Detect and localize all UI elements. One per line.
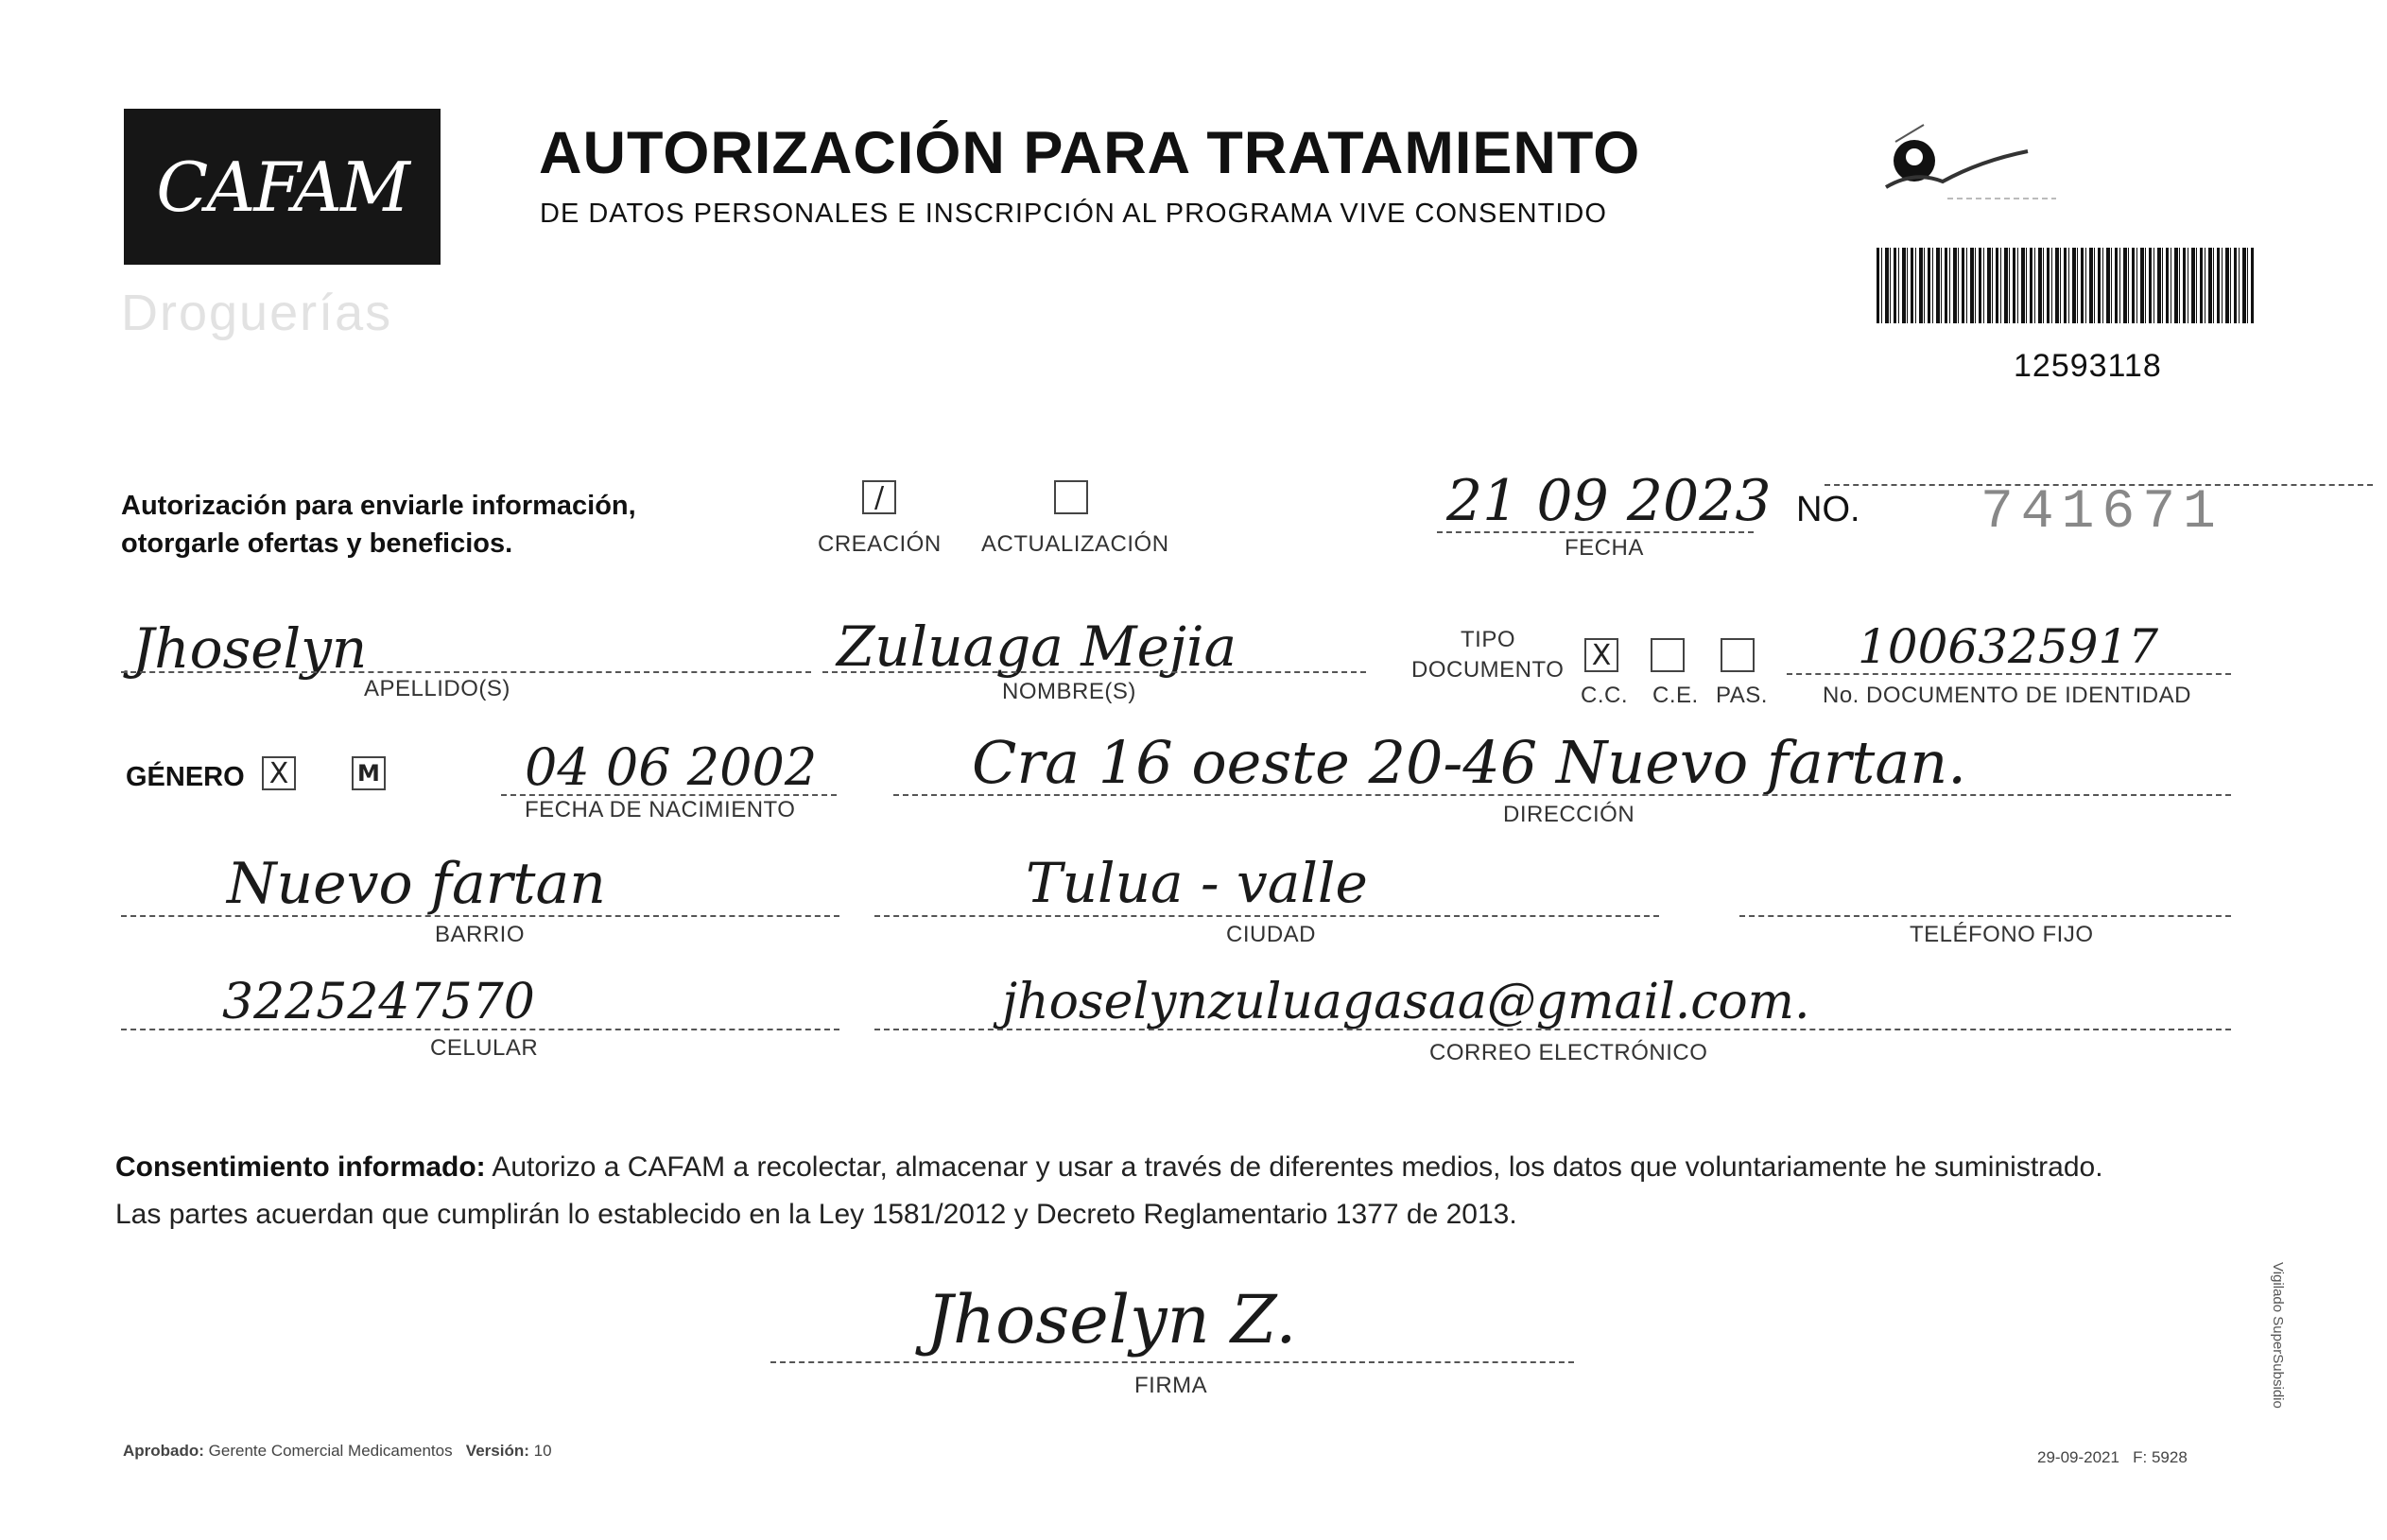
actualizacion-checkbox[interactable]	[1054, 480, 1088, 514]
nombres-value[interactable]: Zuluaga Mejia	[837, 614, 1237, 679]
barrio-value[interactable]: Nuevo fartan	[227, 851, 606, 917]
genero-f-mark: X	[268, 756, 289, 790]
subbrand-text: Droguerías	[121, 285, 393, 341]
genero-m-label: M	[357, 760, 380, 787]
documento-value[interactable]: 1006325917	[1858, 619, 2159, 674]
celular-value[interactable]: 3225247570	[222, 974, 535, 1030]
nacimiento-label: FECHA DE NACIMIENTO	[525, 797, 796, 822]
telefono-label: TELÉFONO FIJO	[1910, 922, 2094, 947]
documento-num-label: No. DOCUMENTO DE IDENTIDAD	[1823, 683, 2191, 708]
ce-label: C.E.	[1652, 683, 1699, 708]
version-label: Versión:	[465, 1442, 529, 1460]
pas-label: PAS.	[1716, 683, 1768, 708]
consent-heading: Consentimiento informado:	[115, 1151, 486, 1183]
apellidos-value[interactable]: Jhoselyn	[132, 616, 368, 681]
direccion-value[interactable]: Cra 16 oeste 20-46 Nuevo fartan.	[972, 728, 1966, 797]
creacion-checkbox[interactable]	[862, 480, 896, 514]
ce-checkbox[interactable]	[1651, 638, 1685, 672]
form-title: AUTORIZACIÓN PARA TRATAMIENTO	[539, 120, 1641, 186]
celular-label: CELULAR	[430, 1035, 539, 1061]
footer-approval	[123, 1442, 552, 1461]
consent-text	[115, 1144, 2233, 1238]
cafam-logo	[124, 109, 441, 265]
date-code: 29-09-2021	[2037, 1448, 2119, 1466]
genero-label: GÉNERO	[126, 762, 245, 792]
authorization-text-2: otorgarle ofertas y beneficios.	[121, 528, 513, 559]
correo-label: CORREO ELECTRÓNICO	[1429, 1040, 1708, 1065]
fecha-label: FECHA	[1565, 535, 1644, 561]
cc-label: C.C.	[1581, 683, 1628, 708]
version-value: 10	[533, 1442, 552, 1460]
signature-value[interactable]: Jhoselyn Z.	[926, 1281, 1297, 1358]
seal-stamp-icon	[1877, 113, 2066, 217]
form-subtitle: DE DATOS PERSONALES E INSCRIPCIÓN AL PROGRAMA VIVE CONSENTIDO	[540, 199, 1607, 229]
creacion-mark: /	[874, 480, 885, 514]
consent-line-1: Autorizo a CAFAM a recolectar, almacenar y usar a través de diferentes medios, los datos que voluntariamente he suministrado.	[492, 1151, 2103, 1183]
genero-m-checkbox[interactable]	[352, 756, 386, 790]
barrio-label: BARRIO	[435, 922, 526, 947]
barcode	[1877, 248, 2255, 323]
authorization-text-1: Autorización para enviarle información,	[121, 491, 636, 521]
tipo-label: TIPO	[1461, 627, 1516, 652]
nacimiento-value[interactable]: 04 06 2002	[525, 737, 818, 797]
ciudad-label: CIUDAD	[1226, 922, 1317, 947]
creacion-label: CREACIÓN	[818, 531, 942, 557]
footer-codes	[2037, 1448, 2188, 1467]
genero-f-checkbox[interactable]	[262, 756, 296, 790]
aprobado-label: Aprobado:	[123, 1442, 204, 1460]
nombres-label: NOMBRE(S)	[1002, 679, 1136, 704]
logo-text: CAFAM	[156, 147, 408, 227]
fecha-value[interactable]: 21 09 2023	[1446, 468, 1772, 534]
consent-line-2: Las partes acuerdan que cumplirán lo establecido en la Ley 1581/2012 y Decreto Reglamentario 1377 de 2013.	[115, 1199, 1517, 1230]
vertical-vigilado-text: Vigilado SuperSubsidio	[2270, 1262, 2286, 1409]
actualizacion-label: ACTUALIZACIÓN	[981, 531, 1169, 557]
no-value: 741671	[1981, 482, 2223, 544]
correo-value[interactable]: jhoselynzuluagasaa@gmail.com.	[1002, 974, 1810, 1030]
documento-label: DOCUMENTO	[1411, 657, 1565, 683]
ref-code: F: 5928	[2133, 1448, 2188, 1466]
signature-label: FIRMA	[1134, 1373, 1208, 1398]
apellidos-label: APELLIDO(S)	[364, 676, 510, 701]
ciudad-value[interactable]: Tulua - valle	[1026, 851, 1368, 915]
pas-checkbox[interactable]	[1721, 638, 1755, 672]
aprobado-value: Gerente Comercial Medicamentos	[208, 1442, 453, 1460]
cc-mark: X	[1591, 638, 1612, 672]
direccion-label: DIRECCIÓN	[1503, 802, 1635, 827]
no-label: NO.	[1796, 490, 1860, 529]
barcode-number: 12593118	[2014, 348, 2162, 384]
cc-checkbox[interactable]	[1584, 638, 1618, 672]
